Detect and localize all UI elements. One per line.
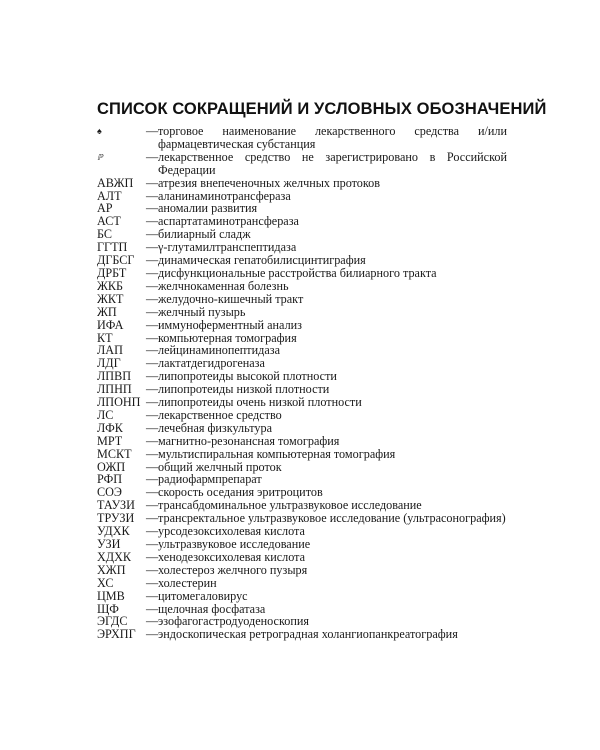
dash: —	[146, 511, 159, 526]
dash: —	[146, 382, 159, 397]
dash: —	[146, 433, 159, 448]
definition: липопротеиды очень низкой плотности	[158, 395, 362, 410]
definition: трансабдоминальное ультразвуковое исследование	[158, 498, 422, 513]
dash: —	[146, 343, 159, 358]
list-item	[97, 448, 507, 461]
dash: —	[146, 330, 159, 345]
definition: липопротеиды высокой плотности	[158, 369, 337, 384]
dash: —	[146, 459, 159, 474]
definition: лекарственное средство не зарегистрировано в Российской Федерации	[158, 149, 507, 177]
abbreviation: ЛС	[97, 407, 114, 422]
definition: липопротеиды низкой плотности	[158, 382, 330, 397]
abbreviation: ЖКБ	[97, 278, 124, 293]
definition: дисфункциональные расстройства билиарного тракта	[158, 265, 437, 280]
unregistered-symbol: ℙ	[97, 152, 103, 162]
dash: —	[146, 317, 159, 332]
definition: желудочно-кишечный тракт	[158, 291, 304, 306]
abbreviation: АР	[97, 201, 113, 216]
dash: —	[146, 562, 159, 577]
abbreviation: УДХК	[97, 524, 130, 539]
definition: трансректальное ультразвуковое исследование (ультрасонография)	[158, 511, 506, 526]
abbreviation: БС	[97, 227, 113, 242]
list-item	[97, 151, 507, 177]
abbreviation: МСКТ	[97, 446, 132, 461]
dash: —	[146, 420, 159, 435]
abbreviation: ГГТП	[97, 240, 128, 255]
definition: ультразвуковое исследование	[158, 537, 311, 551]
dash: —	[146, 524, 159, 539]
dash: —	[146, 498, 159, 513]
abbreviation: ЖКТ	[97, 291, 124, 306]
abbreviation: ТРУЗИ	[97, 511, 135, 526]
list-item	[97, 306, 507, 319]
abbreviation: ХДХК	[97, 549, 132, 564]
dash: —	[146, 214, 159, 229]
list-item	[97, 396, 507, 409]
dash: —	[146, 201, 159, 216]
dash: —	[146, 253, 159, 268]
dash: —	[146, 291, 159, 306]
abbreviation: ДРБТ	[97, 265, 127, 280]
list-item	[97, 628, 507, 641]
definition: холестерин	[158, 575, 217, 590]
definition: желчнокаменная болезнь	[158, 278, 289, 293]
abbreviation-list	[97, 125, 507, 641]
abbreviation: ЖП	[97, 304, 117, 319]
abbreviation: ЩФ	[97, 601, 119, 616]
definition: общий желчный проток	[158, 459, 282, 474]
definition: желчный пузырь	[158, 304, 246, 319]
abbreviation: ЭГДС	[97, 614, 128, 629]
abbreviation: ЛФК	[97, 420, 123, 435]
abbreviation: ЛПВП	[97, 369, 131, 384]
definition: аспартатаминотрансфераза	[158, 214, 299, 229]
definition: лечебная физкультура	[158, 420, 272, 435]
list-item	[97, 435, 507, 448]
list-item	[97, 551, 507, 564]
definition: аномалии развития	[158, 201, 258, 216]
list-item	[97, 409, 507, 422]
dash: —	[146, 537, 159, 551]
list-item	[97, 422, 507, 435]
dash: —	[146, 149, 159, 164]
abbreviation: АЛТ	[97, 188, 122, 203]
dash: —	[146, 588, 159, 603]
abbreviation: ЛДГ	[97, 356, 121, 371]
abbreviation: ОЖП	[97, 459, 126, 474]
abbreviation: ХС	[97, 575, 114, 590]
dash: —	[146, 472, 159, 487]
definition: торговое наименование лекарственного средства и/или фармацевтическая субстанция	[158, 124, 507, 151]
abbreviation: СОЭ	[97, 485, 122, 500]
dash: —	[146, 601, 159, 616]
dash: —	[146, 356, 159, 371]
definition: эндоскопическая ретроградная холангиопанкреатография	[158, 627, 458, 642]
list-item	[97, 267, 507, 280]
definition: урсодезоксихолевая кислота	[158, 524, 305, 539]
dash: —	[146, 395, 159, 410]
abbreviation: ЛАП	[97, 343, 123, 358]
definition: мультиспиральная компьютерная томография	[158, 446, 396, 461]
abbreviation: РФП	[97, 472, 122, 487]
abbreviation: ЭРХПГ	[97, 627, 136, 642]
abbreviation: КТ	[97, 330, 113, 345]
dash: —	[146, 369, 159, 384]
definition: γ-глутамилтранспептидаза	[158, 240, 297, 255]
definition: лекарственное средство	[158, 407, 282, 422]
definition: цитомегаловирус	[158, 588, 248, 603]
abbreviation: ТАУЗИ	[97, 498, 135, 513]
definition: эзофагогастродуоденоскопия	[158, 614, 310, 629]
definition: лактатдегидрогеназа	[158, 356, 265, 371]
abbreviation: ИФА	[97, 317, 124, 332]
list-item	[97, 280, 507, 293]
definition: аланинаминотрансфераза	[158, 188, 291, 203]
list-item	[97, 293, 507, 306]
definition: магнитно-резонансная томография	[158, 433, 340, 448]
abbreviation: ХЖП	[97, 562, 126, 577]
dash: —	[146, 407, 159, 422]
definition: билиарный сладж	[158, 227, 251, 242]
dash: —	[146, 188, 159, 203]
abbreviation: ЛПОНП	[97, 395, 141, 410]
dash: —	[146, 549, 159, 564]
definition: щелочная фосфатаза	[158, 601, 266, 616]
dash: —	[146, 278, 159, 293]
abbreviation: АСТ	[97, 214, 121, 229]
list-item	[97, 538, 507, 551]
list-item	[97, 125, 507, 151]
list-item	[97, 577, 507, 590]
abbreviation: ДГБСГ	[97, 253, 135, 268]
dash: —	[146, 485, 159, 500]
dash: —	[146, 614, 159, 629]
definition: скорость оседания эритроцитов	[158, 485, 323, 500]
abbreviation: УЗИ	[97, 537, 121, 551]
trademark-symbol: ♠	[97, 126, 102, 136]
dash: —	[146, 175, 159, 190]
definition: иммуноферментный анализ	[158, 317, 302, 332]
dash: —	[146, 304, 159, 319]
list-item	[97, 564, 507, 577]
definition: компьютерная томография	[158, 330, 297, 345]
definition: радиофармпрепарат	[158, 472, 262, 487]
abbreviation: ЛПНП	[97, 382, 132, 397]
page-title: СПИСОК СОКРАЩЕНИЙ И УСЛОВНЫХ ОБОЗНАЧЕНИЙ	[97, 100, 547, 118]
definition: динамическая гепатобилисцинтиграфия	[158, 253, 366, 268]
definition: холестероз желчного пузыря	[158, 562, 308, 577]
dash: —	[146, 446, 159, 461]
abbreviation: АВЖП	[97, 175, 134, 190]
dash: —	[146, 227, 159, 242]
dash: —	[146, 265, 159, 280]
definition: лейцинаминопептидаза	[158, 343, 280, 358]
abbreviation: МРТ	[97, 433, 123, 448]
list-item	[97, 177, 507, 190]
definition: атрезия внепеченочных желчных протоков	[158, 175, 381, 190]
list-item	[97, 319, 507, 332]
dash: —	[146, 627, 159, 642]
dash: —	[146, 240, 159, 255]
definition: хенодезоксихолевая кислота	[158, 549, 306, 564]
list-item	[97, 590, 507, 603]
dash: —	[146, 575, 159, 590]
dash: —	[146, 124, 159, 138]
abbreviation: ЦМВ	[97, 588, 125, 603]
